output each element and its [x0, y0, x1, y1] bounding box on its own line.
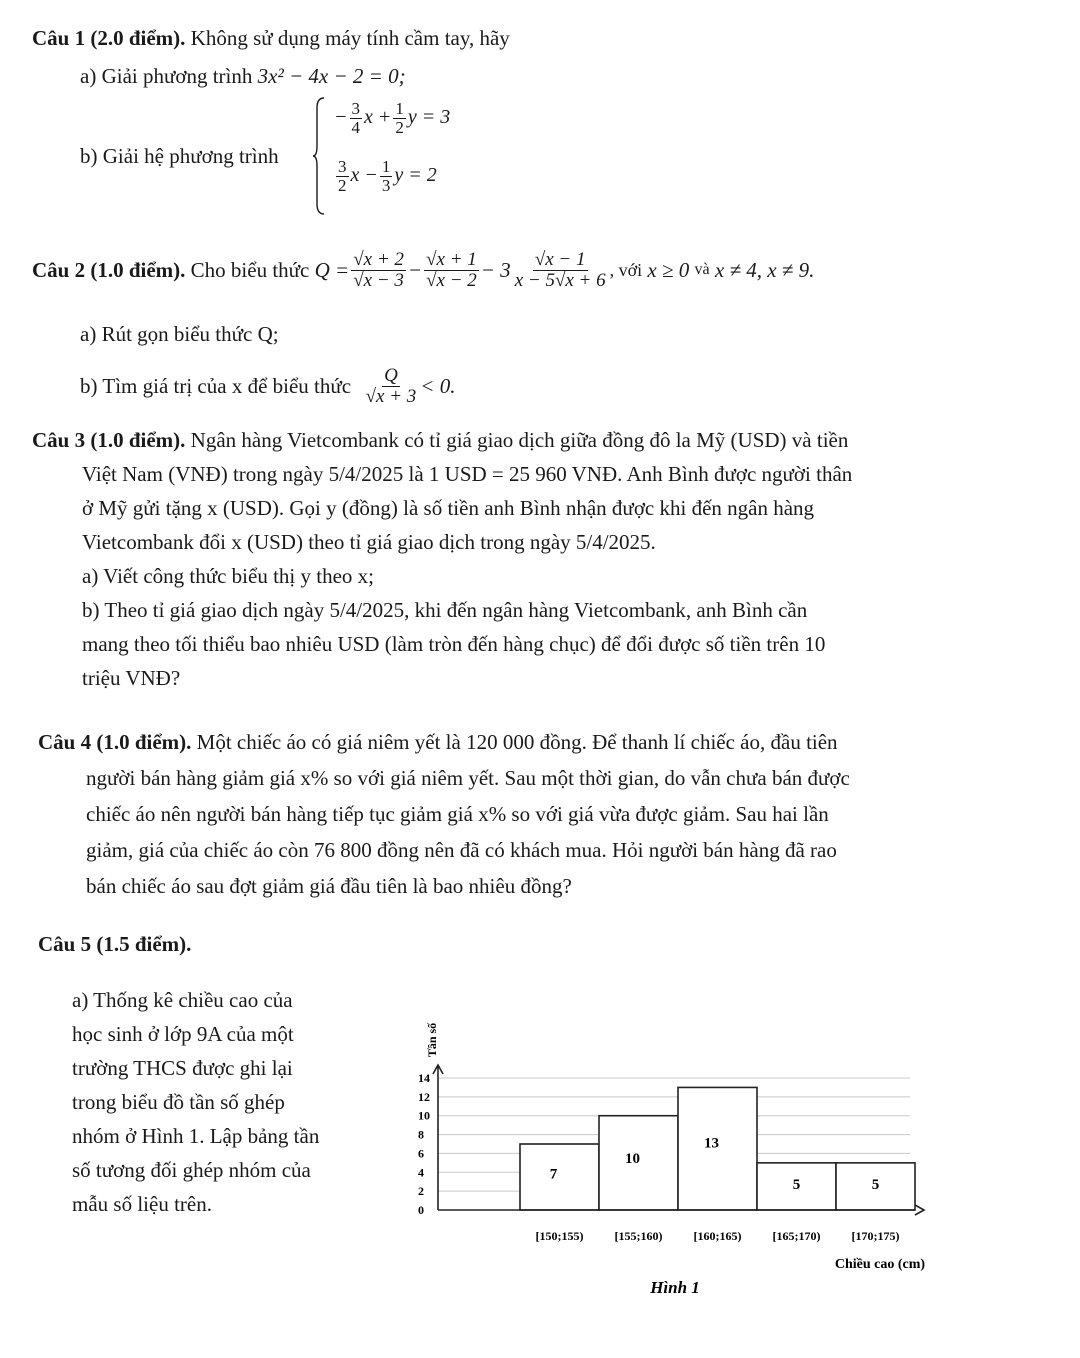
- q5-a-line-1: a) Thống kê chiều cao của: [72, 988, 293, 1012]
- bar-value-label: 5: [871, 1177, 880, 1194]
- q3-heading: Câu 3 (1.0 điểm).: [32, 428, 186, 452]
- q4-line-2: người bán hàng giảm giá x% so với giá niêm yết. Sau một thời gian, do vẫn chưa bán được: [86, 766, 850, 790]
- q3-a: a) Viết công thức biểu thị y theo x;: [82, 564, 375, 588]
- q3-line-2: Việt Nam (VNĐ) trong ngày 5/4/2025 là 1 USD = 25 960 VNĐ. Anh Bình được người thân: [82, 462, 853, 486]
- q1-heading: Câu 1 (2.0 điểm).: [32, 26, 186, 50]
- x-axis-label: Chiều cao (cm): [834, 1257, 926, 1272]
- y-tick-label: 8: [418, 1127, 424, 1142]
- q2-fraction-3: $\frac{√x - 1}{x - 5√x + 6}$: [514, 249, 606, 291]
- q4-line-4: giảm, giá của chiếc áo còn 76 800 đồng nên đã có khách mua. Hỏi người bán hàng đã rao: [86, 838, 837, 862]
- q3-line-1: Câu 3 (1.0 điểm). Ngân hàng Vietcombank có tỉ giá giao dịch giữa đồng đô la Mỹ (USD) và tiền: [32, 428, 849, 452]
- q3-line-4: Vietcombank đổi x (USD) theo tỉ giá giao dịch trong ngày 5/4/2025.: [82, 530, 656, 554]
- q4-heading: Câu 4 (1.0 điểm).: [38, 730, 192, 754]
- q5-a-line-5: nhóm ở Hình 1. Lập bảng tần: [72, 1124, 320, 1148]
- q2-heading: Câu 2 (1.0 điểm).: [32, 257, 186, 282]
- bar-value-label: 13: [704, 1135, 719, 1152]
- q2-condition-2: x ≠ 4, x ≠ 9.: [714, 257, 815, 282]
- q4-line-3: chiếc áo nên người bán hàng tiếp tục giảm giá x% so với giá vừa được giảm. Sau hai lần: [86, 802, 829, 826]
- q1-b-equation-2: $\frac{3}{2}$ x − $\frac{1}{3}$ y = 2: [338, 157, 437, 195]
- y-tick-label: 12: [418, 1089, 430, 1104]
- bar-value-label: 7: [549, 1166, 558, 1183]
- y-tick-label: 4: [418, 1165, 424, 1180]
- height-histogram: [390, 1010, 950, 1310]
- x-tick-label: [165;170): [772, 1229, 821, 1243]
- q2-condition-1: x ≥ 0: [647, 257, 690, 282]
- q2-heading-line: Câu 2 (1.0 điểm). Cho biểu thức Q = $\frac{√x + 2}{√x - 3}$ − $\frac{√x + 1}{√x - 2}$ − 3 $\frac{√x - 1}{x - 5√x + 6}$ , với x ≥ 0 và x ≠ 4, x ≠ 9.: [32, 249, 815, 291]
- q4-line-1: Câu 4 (1.0 điểm). Một chiếc áo có giá niêm yết là 120 000 đồng. Để thanh lí chiếc áo, đầu tiên: [38, 730, 838, 754]
- q3-b-line-1: b) Theo tỉ giá giao dịch ngày 5/4/2025, khi đến ngân hàng Vietcombank, anh Bình cần: [82, 598, 808, 622]
- y-tick-label: 2: [418, 1184, 424, 1199]
- q5-a-line-6: số tương đối ghép nhóm của: [72, 1158, 311, 1182]
- y-tick-label: 0: [418, 1203, 424, 1217]
- q2-intro: Cho biểu thức: [190, 257, 310, 282]
- q5-a-line-7: mẫu số liệu trên.: [72, 1192, 212, 1216]
- q1-b-equation-1: − $\frac{3}{4}$ x + $\frac{1}{2}$ y = 3: [334, 99, 451, 137]
- q3-line-3: ở Mỹ gửi tặng x (USD). Gọi y (đồng) là số tiền anh Bình nhận được khi đến ngân hàng: [82, 496, 815, 520]
- y-tick-label: 6: [418, 1146, 424, 1161]
- x-tick-label: [160;165): [693, 1229, 742, 1243]
- q4-line-5: bán chiếc áo sau đợt giảm giá đầu tiên là bao nhiêu đồng?: [86, 874, 572, 898]
- q2-a: a) Rút gọn biểu thức Q;: [80, 322, 279, 346]
- q2-fraction-2: $\frac{√x + 1}{√x - 2}$: [426, 249, 477, 291]
- q1-a-equation: 3x² − 4x − 2 = 0;: [257, 64, 406, 88]
- q1-a-text: a) Giải phương trình: [80, 64, 253, 88]
- q2-fraction-1: $\frac{√x + 2}{√x - 3}$: [353, 249, 404, 291]
- q1-a: [80, 64, 406, 89]
- figure-caption: Hình 1: [650, 1278, 700, 1297]
- x-tick-label: [155;160): [614, 1229, 663, 1243]
- q5-heading: Câu 5 (1.5 điểm).: [38, 932, 192, 956]
- q1-b-text: b) Giải hệ phương trình: [80, 144, 279, 168]
- q5-a-line-4: trong biểu đồ tần số ghép: [72, 1090, 285, 1114]
- q5-a-line-2: học sinh ở lớp 9A của một: [72, 1022, 294, 1046]
- y-axis-label: Tần số: [425, 1022, 439, 1058]
- q5-a-line-3: trường THCS được ghi lại: [72, 1056, 293, 1080]
- x-tick-label: [150;155): [535, 1229, 584, 1243]
- q1-heading-line: [32, 26, 510, 51]
- x-tick-label: [170;175): [851, 1229, 900, 1243]
- y-tick-label: 14: [418, 1071, 430, 1085]
- q1-intro: Không sử dụng máy tính cầm tay, hãy: [190, 26, 510, 50]
- left-brace-icon: [312, 96, 326, 216]
- bar-value-label: 10: [625, 1151, 640, 1168]
- x-axis-arrow-icon: [915, 1205, 924, 1215]
- q3-b-line-2: mang theo tối thiểu bao nhiêu USD (làm tròn đến hàng chục) để đổi được số tiền trên 10: [82, 632, 826, 656]
- q2-b: b) Tìm giá trị của x để biểu thức $\frac{Q}{√x + 3}$ < 0.: [80, 365, 456, 407]
- q3-b-line-3: triệu VNĐ?: [82, 666, 181, 690]
- y-tick-label: 10: [418, 1108, 430, 1123]
- histogram-bar: [520, 1144, 599, 1210]
- q2-b-text: b) Tìm giá trị của x để biểu thức: [80, 373, 352, 398]
- bar-value-label: 5: [792, 1177, 801, 1194]
- q2-b-fraction: $\frac{Q}{√x + 3}$: [365, 365, 417, 407]
